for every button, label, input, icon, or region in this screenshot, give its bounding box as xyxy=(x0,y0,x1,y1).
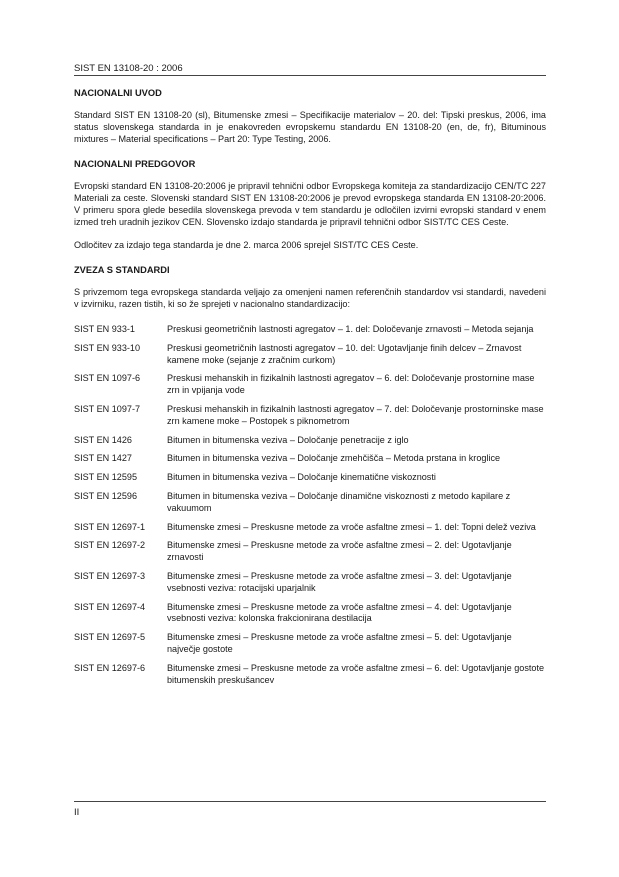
reference-row xyxy=(74,602,546,626)
reference-row xyxy=(74,373,546,397)
reference-title: Bitumenske zmesi – Preskusne metode za vroče asfaltne zmesi – 4. del: Ugotavljanje vsebnosti veziva: kolonska frakcionirana destilacija xyxy=(167,601,512,624)
reference-code: SIST EN 12697-6 xyxy=(74,662,146,673)
reference-row xyxy=(74,343,546,367)
reference-row xyxy=(74,453,546,465)
reference-row xyxy=(74,324,546,336)
reference-title: Bitumen in bitumenska veziva – Določanje zmehčišča – Metoda prstana in kroglice xyxy=(167,453,501,464)
footer-rule xyxy=(74,801,546,802)
reference-title: Bitumenske zmesi – Preskusne metode za vroče asfaltne zmesi – 1. del: Topni delež veziva xyxy=(167,521,536,532)
reference-row xyxy=(74,472,546,484)
reference-code: SIST EN 12697-4 xyxy=(74,601,146,612)
reference-code: SIST EN 12697-1 xyxy=(74,521,146,532)
reference-code: SIST EN 1097-6 xyxy=(74,373,141,384)
reference-row xyxy=(74,404,546,428)
reference-code: SIST EN 12595 xyxy=(74,472,138,483)
reference-code: SIST EN 12697-2 xyxy=(74,540,146,551)
page-number: II xyxy=(74,807,80,818)
section-title-uvod: NACIONALNI UVOD xyxy=(74,88,162,98)
predgovor-paragraph-1: Evropski standard EN 13108-20:2006 je pripravil tehnični odbor Evropskega komiteja za standardizacijo CEN/TC 227 Materiali za ceste. Slovenski standard SIST EN 13108-20:2006 je prevod evropskega standarda EN 13108-20:2006. V primeru spora glede besedila slovenskega prevoda v tem standardu je odločilen izvirni evropski standard v enem izmed treh uradnih jezikov CEN. Slovensko izdajo standarda je pripravil tehnični odbor SIST/TC CES Ceste. xyxy=(74,181,546,227)
reference-title: Bitumen in bitumenska veziva – Določanje dinamične viskoznosti z metodo kapilare z vakuumom xyxy=(167,490,511,513)
document-page xyxy=(74,0,546,877)
reference-row xyxy=(74,491,546,515)
page-content xyxy=(74,88,546,693)
reference-row xyxy=(74,522,546,534)
reference-title: Bitumen in bitumenska veziva – Določanje penetracije z iglo xyxy=(167,434,409,445)
uvod-paragraph: Standard SIST EN 13108-20 (sl), Bitumenske zmesi – Specifikacije materialov – 20. del: Tipski preskus, 2006, ima status slovenskega standarda in je enakovreden evropskemu standardu EN 13108-20 (en, de, fr), Bituminous mixtures – Material specifications – Part 20: Type Testing, 2006. xyxy=(74,110,546,144)
section-title-zveza: ZVEZA S STANDARDI xyxy=(74,265,170,276)
reference-list xyxy=(74,324,546,686)
reference-code: SIST EN 12697-3 xyxy=(74,570,146,581)
reference-row xyxy=(74,540,546,564)
reference-title: Bitumenske zmesi – Preskusne metode za vroče asfaltne zmesi – 6. del: Ugotavljanje gostote bitumenskih preskušancev xyxy=(167,662,545,685)
reference-row xyxy=(74,632,546,656)
reference-code: SIST EN 12596 xyxy=(74,490,138,501)
reference-code: SIST EN 1426 xyxy=(74,434,132,445)
reference-title: Bitumenske zmesi – Preskusne metode za vroče asfaltne zmesi – 5. del: Ugotavljanje največje gostote xyxy=(167,632,512,654)
reference-code: SIST EN 933-1 xyxy=(74,323,135,334)
reference-row xyxy=(74,571,546,595)
reference-code: SIST EN 1427 xyxy=(74,453,132,464)
reference-code: SIST EN 933-10 xyxy=(74,342,141,353)
reference-code: SIST EN 1097-7 xyxy=(74,403,141,414)
header-doc-id: SIST EN 13108-20 : 2006 xyxy=(74,63,183,74)
reference-title: Preskusi geometričnih lastnosti agregatov – 10. del: Ugotavljanje finih delcev – Zrnavost kamene moke (sejanje z zračnim curkom) xyxy=(167,342,522,365)
reference-row xyxy=(74,663,546,687)
zveza-paragraph: S privzemom tega evropskega standarda veljajo za omenjeni namen referenčnih standardov vsi standardi, navedeni v izvirniku, razen tistih, ki so že sprejeti v nacionalno standardizacijo: xyxy=(74,287,546,310)
reference-title: Bitumenske zmesi – Preskusne metode za vroče asfaltne zmesi – 3. del: Ugotavljanje vsebnosti veziva: rotacijski uparjalnik xyxy=(167,570,512,593)
reference-title: Bitumen in bitumenska veziva – Določanje kinematične viskoznosti xyxy=(167,472,436,483)
header-rule xyxy=(74,75,546,76)
reference-row xyxy=(74,435,546,447)
reference-title: Bitumenske zmesi – Preskusne metode za vroče asfaltne zmesi – 2. del: Ugotavljanje zrnavosti xyxy=(167,540,512,563)
reference-title: Preskusi mehanskih in fizikalnih lastnosti agregatov – 6. del: Določevanje prostornine mase zrn in vpijanja vode xyxy=(167,373,535,396)
reference-code: SIST EN 12697-5 xyxy=(74,632,146,643)
reference-title: Preskusi mehanskih in fizikalnih lastnosti agregatov – 7. del: Določevanje prostorninske mase zrn kamene moke – Postopek s piknometrom xyxy=(167,403,544,426)
predgovor-paragraph-2: Odločitev za izdajo tega standarda je dne 2. marca 2006 sprejel SIST/TC CES Ceste. xyxy=(74,239,419,250)
section-title-predgovor: NACIONALNI PREDGOVOR xyxy=(74,159,196,170)
reference-title: Preskusi geometričnih lastnosti agregatov – 1. del: Določevanje zrnavosti – Metoda sejanja xyxy=(167,323,534,334)
